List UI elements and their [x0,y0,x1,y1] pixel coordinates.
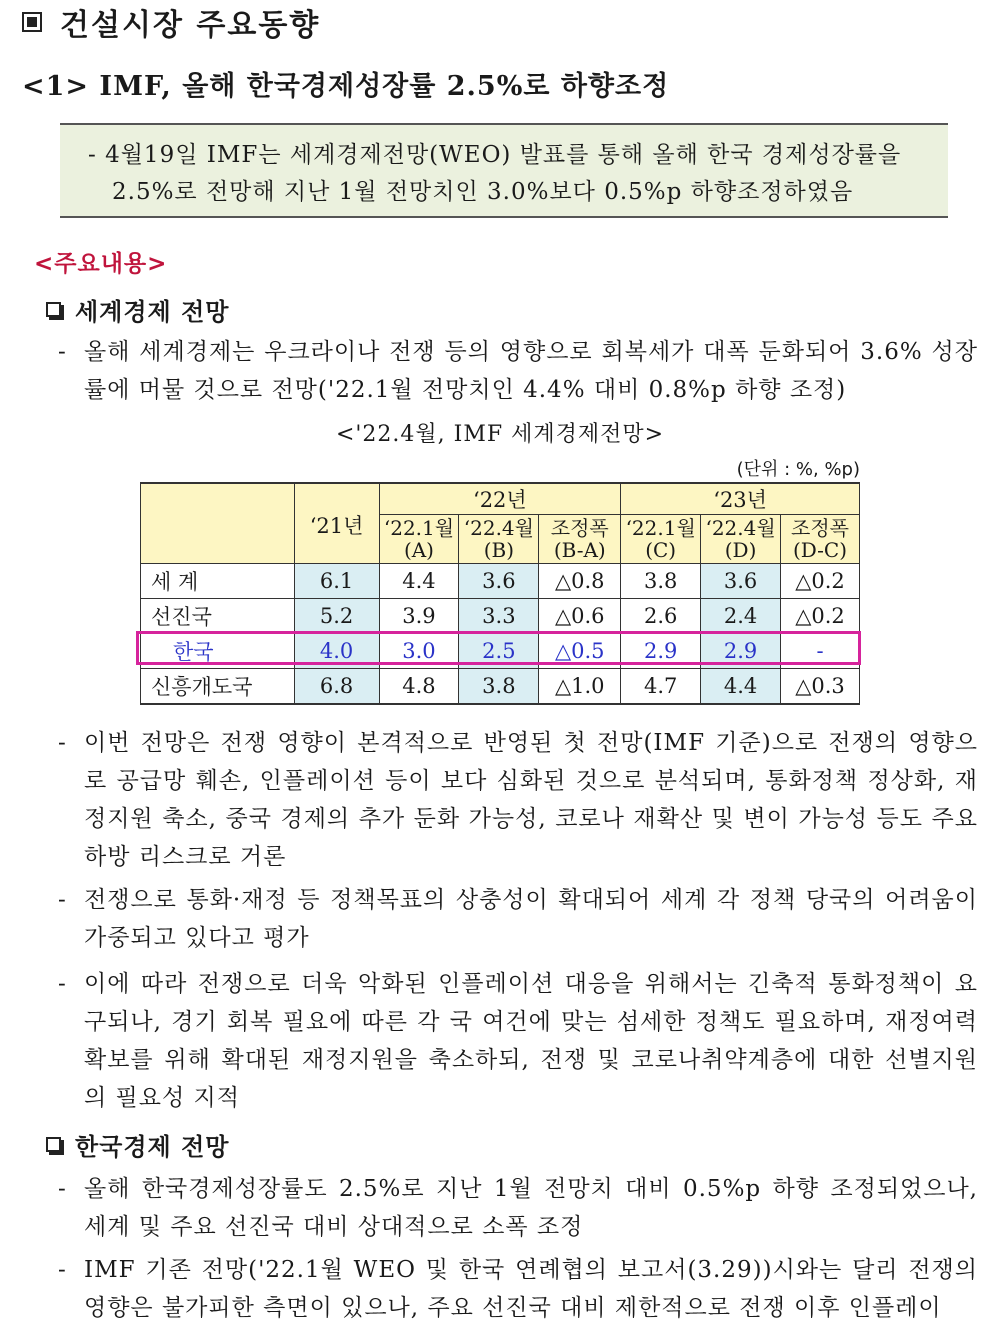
table-cell: △0.2 [781,564,860,599]
dash-bullet: - [58,339,67,365]
table-title: <'22.4월, IMF 세계경제전망> [335,422,665,447]
row-label: 세 계 [141,564,295,599]
table-cell: △0.6 [539,599,621,634]
table-cell: 4.7 [621,669,701,705]
table-row [141,564,860,599]
row-label: 신흥개도국 [141,669,295,705]
paragraph-korea-growth [58,1170,978,1246]
section-heading-world [46,292,229,327]
table-subheader: ‘22.1월 (C) [621,515,701,564]
table-corner-cell [141,483,295,564]
table-cell: △1.0 [539,669,621,705]
paragraph-risk [58,724,978,876]
paragraph-text: 올해 세계경제는 우크라이나 전쟁 등의 영향으로 회복세가 대폭 둔화되어 3.6% 성장률에 머물 것으로 전망('22.1월 전망치인 4.4% 대비 0.8%p 하향 조정) [84,339,978,403]
dash-bullet: - [58,1176,67,1202]
table-cell: 3.0 [379,634,459,669]
paragraph-text: 이번 전망은 전쟁 영향이 본격적으로 반영된 첫 전망(IMF 기준)으로 전쟁의 영향으로 공급망 훼손, 인플레이션 등이 보다 심화된 것으로 분석되며, 통화정책 정상화, 재정지원 축소, 중국 경제의 추가 둔화 가능성, 코로나 재확산 및 변이 가능성 등도 주요 하방 리스크로 거론 [84,730,978,870]
table-cell: △0.2 [781,599,860,634]
table-header-21: ‘21년 [294,483,379,564]
article-subtitle: <1> IMF, 올해 한국경제성장률 2.5%로 하향조정 [22,71,670,102]
section-heading-text: 세계경제 전망 [75,298,230,326]
summary-line-2: 2.5%로 전망해 지난 1월 전망치인 3.0%보다 0.5%p 하향조정하였음 [112,179,854,205]
table-cell: 2.9 [701,634,781,669]
dash-bullet: - [58,730,67,756]
checkbox-square-icon [46,1137,61,1152]
table-cell: 3.3 [459,599,539,634]
table-unit: (단위 : %, %p) [736,459,860,480]
table-cell: 2.5 [459,634,539,669]
section-heading-text: 한국경제 전망 [75,1133,230,1161]
key-content-label: <주요내용> [34,251,168,277]
page-title-text: 건설시장 주요동향 [60,8,321,43]
table-header-23: ‘23년 [621,483,860,515]
table-cell: 2.6 [621,599,701,634]
table-cell: 4.4 [701,669,781,705]
summary-line-1: - 4월19일 IMF는 세계경제전망(WEO) 발표를 통해 올해 한국 경제성장률을 [88,142,902,168]
paragraph-text: 전쟁으로 통화·재정 등 정책목표의 상충성이 확대되어 세계 각 정책 당국의 어려움이 가중되고 있다고 평가 [84,887,978,951]
table-subheader: ‘22.4월 (D) [701,515,781,564]
table-cell: 2.9 [621,634,701,669]
paragraph-policy-response [58,965,978,1117]
table-cell: △0.8 [539,564,621,599]
table-cell: 6.8 [294,669,379,705]
table-cell: 6.1 [294,564,379,599]
table-cell: 3.6 [459,564,539,599]
table-cell: 4.0 [294,634,379,669]
table-row [141,669,860,705]
page-title [22,0,320,44]
table-cell: 2.4 [701,599,781,634]
table-cell: 3.9 [379,599,459,634]
table-cell: - [781,634,860,669]
row-label: 한국 [141,634,295,669]
filled-square-icon [22,12,42,32]
dash-bullet: - [58,971,67,997]
table-subheader: ‘22.1월 (A) [379,515,459,564]
imf-outlook-table [140,482,860,705]
paragraph-text: 이에 따라 전쟁으로 더욱 악화된 인플레이션 대응을 위해서는 긴축적 통화정책이 요구되나, 경기 회복 필요에 따른 각 국 여건에 맞는 섬세한 정책도 필요하며, 재정여력 확보를 위해 확대된 재정지원을 축소하되, 전쟁 및 코로나취약계층에 대한 선별지원의 필요성 지적 [84,971,978,1111]
table-subheader: ‘22.4월 (B) [459,515,539,564]
table-cell: 3.8 [621,564,701,599]
paragraph-text: IMF 기존 전망('22.1월 WEO 및 한국 연례협의 보고서(3.29))시와는 달리 전쟁의 영향은 불가피한 측면이 있으나, 주요 선진국 대비 제한적으로 전쟁 이후 인플레이 [84,1257,978,1321]
row-label: 선진국 [141,599,295,634]
table-subheader: 조정폭 (D-C) [781,515,860,564]
table-row-korea [141,634,860,669]
paragraph-text: 올해 한국경제성장률도 2.5%로 지난 1월 전망치 대비 0.5%p 하향 조정되었으나, 세계 및 주요 선진국 대비 상대적으로 소폭 조정 [84,1176,978,1240]
summary-box [60,123,948,218]
table-row [141,599,860,634]
table-cell: 5.2 [294,599,379,634]
table-header-22: ‘22년 [379,483,621,515]
table-cell: 4.4 [379,564,459,599]
paragraph-world-outlook [58,333,978,409]
checkbox-square-icon [46,302,61,317]
table-cell: △0.3 [781,669,860,705]
dash-bullet: - [58,1257,67,1283]
dash-bullet: - [58,887,67,913]
table-cell: 3.6 [701,564,781,599]
section-heading-korea [46,1127,229,1162]
table-cell: 3.8 [459,669,539,705]
paragraph-policy-conflict [58,881,978,957]
paragraph-korea-outlook [58,1251,978,1327]
table-subheader: 조정폭 (B-A) [539,515,621,564]
table-cell: △0.5 [539,634,621,669]
table-cell: 4.8 [379,669,459,705]
